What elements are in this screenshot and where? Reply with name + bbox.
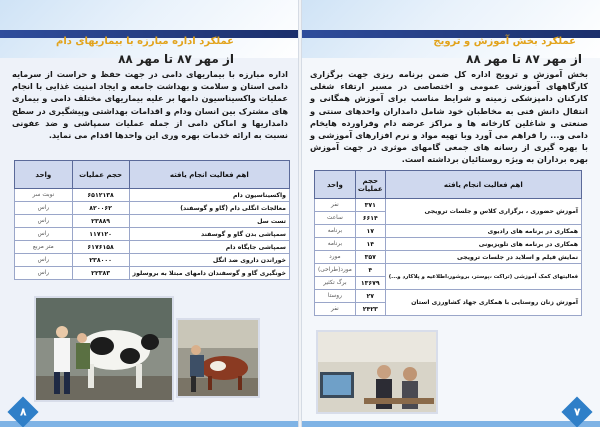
header-volume: حجم عملیات [355, 171, 385, 199]
period-subtitle: از مهر ۸۷ تا مهر ۸۸ [118, 52, 234, 66]
period-subtitle: از مهر ۸۷ تا مهر ۸۸ [466, 52, 582, 66]
header-strip [300, 0, 600, 58]
right-page [300, 0, 600, 427]
cell-unit: مورد(طراحی) [315, 264, 356, 277]
cell-activity: آموزش زنان روستایی با همکاری جهاد کشاورزی استان [385, 290, 581, 316]
cell-volume: ۱۳۶۷۹ [355, 277, 385, 290]
cell-unit: برگ تکثیر [315, 277, 356, 290]
table-row [315, 264, 582, 277]
cell-volume: ۶۶۱۴ [355, 212, 385, 225]
book-gutter [298, 0, 302, 427]
cell-unit: برنامه [315, 225, 356, 238]
cell-unit: ساعت [315, 212, 356, 225]
activity-table [314, 170, 582, 316]
activity-table [14, 160, 290, 280]
department-title: عملکرد اداره مبارزه با بیماریهای دام [55, 36, 234, 47]
table-row [315, 199, 582, 212]
table-row [315, 290, 582, 303]
cell-unit: راس [15, 254, 73, 267]
cell-activity: سمپاشی جایگاه دام [129, 241, 289, 254]
cell-volume: ۲۳۸۸۹ [72, 215, 129, 228]
cell-activity: تست سل [129, 215, 289, 228]
cell-unit: نفر [315, 303, 356, 316]
cell-activity: معالجات انگلی دام (گاو و گوسفند) [129, 202, 289, 215]
cell-volume: ۳۵۷ [355, 251, 385, 264]
table-row [315, 225, 582, 238]
table-row [315, 251, 582, 264]
cell-volume: ۲۷ [355, 290, 385, 303]
cell-unit: برنامه [315, 238, 356, 251]
page-number-text: ۷ [573, 405, 581, 418]
cell-unit: روستا [315, 290, 356, 303]
training-session-illustration [316, 332, 436, 414]
cell-unit: متر مربع [15, 241, 73, 254]
department-title: عملکرد بخش آموزش و ترویج [433, 36, 576, 47]
header-strip [0, 0, 300, 58]
cell-volume: ۲۴۲۳ [355, 303, 385, 316]
cell-activity: آموزش حضوری ، برگزاری کلاس و جلسات ترویجی [385, 199, 581, 225]
table-row [315, 238, 582, 251]
cell-unit: نوبت سر [15, 189, 73, 202]
intro-paragraph: اداره مبارزه با بیماریهای دامی در جهت حفظ و حراست از سرمایه دامی استان و سلامت و بهداشت جامعه و ایجاد امنیت غذایی با انجام عملیات واکسیناسیون دامها بر علیه بیماریهای مختلف دامی و بیماری های مشترک بین انسان ودام و اقدامات بهداشتی وپیشگیری در سطح دامداریها و اماکن دامی از جمله عملیات سمپاشی و ضد عفونی نسبت به ارائه خدمات بهره وری این واحدها اقدام می نماید. [12, 69, 288, 141]
cell-volume: ۲۲۳۸۳ [72, 267, 129, 280]
cell-volume: ۱۷ [355, 225, 385, 238]
page-number-text: ۸ [19, 405, 27, 418]
photo-training-session [316, 330, 438, 414]
cell-volume: ۴ [355, 264, 385, 277]
table-row [15, 215, 290, 228]
cell-unit: راس [15, 202, 73, 215]
table-row [15, 254, 290, 267]
footer-band [0, 421, 300, 427]
cell-unit: راس [15, 267, 73, 280]
cell-activity: خوراندن داروی ضد انگل [129, 254, 289, 267]
photo-calf-care [176, 318, 260, 398]
cell-unit: مورد [315, 251, 356, 264]
cell-volume: ۶۵۱۲۱۳۸ [72, 189, 129, 202]
table-header-row [15, 161, 290, 189]
cell-activity: فعالیتهای کمک آموزشی (تراکت ،پوستر، بروشور،اطلاعیه و پلاکارد و...) [385, 264, 581, 290]
cell-volume: ۶۱۷۶۱۵۸ [72, 241, 129, 254]
cell-activity: واکسیناسیون دام [129, 189, 289, 202]
header-activity: اهم فعالیت انجام یافته [385, 171, 581, 199]
calf-care-illustration [176, 320, 258, 398]
table-row [15, 189, 290, 202]
header-unit: واحد [315, 171, 356, 199]
intro-paragraph: بخش آموزش و ترویج اداره کل ضمن برنامه ریزی جهت برگزاری کارگاههای آموزشی عمومی و اختصاصی در مسیر ارتقاء شغلی کارکنان دامپزشکی زمینه و شرایط مناسب برای آموزش همگانی و انتقال دانش فنی به مخاطبان خود شامل دامداران واحدهای سنتی و صنعتی و شاغلین کارخانه ها و مراکز عرضه دام وفراورده هایخام دامی و... را فراهم می آورد وبا تهیه مواد و نرم افزارهای آموزشی و با بهره گیری از رسانه های جمعی گامهای موثری در جهت آموزش بهره برداران به ویژه روستائیان برداشته است. [310, 69, 588, 165]
cell-volume: ۳۷۱ [355, 199, 385, 212]
header-unit: واحد [15, 161, 73, 189]
table-row [15, 228, 290, 241]
cell-volume: ۸۲۰۰۶۲ [72, 202, 129, 215]
cell-activity: همکاری در برنامه های تلویزیونی [385, 238, 581, 251]
cell-unit: راس [15, 228, 73, 241]
cell-unit: نفر [315, 199, 356, 212]
table-row [15, 202, 290, 215]
header-activity: اهم فعالیت انجام یافته [129, 161, 289, 189]
cell-volume: ۲۳۸۰۰۰ [72, 254, 129, 267]
cell-activity: نمایش فیلم و اسلاید در جلسات ترویجی [385, 251, 581, 264]
cell-activity: همکاری در برنامه های رادیوی [385, 225, 581, 238]
cattle-injection-illustration [34, 298, 172, 402]
cell-volume: ۱۴ [355, 238, 385, 251]
photo-cattle-injection [34, 296, 174, 402]
cell-unit: راس [15, 215, 73, 228]
cell-volume: ۱۱۷۱۲۰ [72, 228, 129, 241]
cell-activity: خونگیری گاو و گوسفندان دامهای مبتلا به بروسلوز [129, 267, 289, 280]
table-row [15, 267, 290, 280]
footer-band [300, 421, 600, 427]
header-volume: حجم عملیات [72, 161, 129, 189]
table-row [15, 241, 290, 254]
cell-activity: سمپاشی بدن گاو و گوسفند [129, 228, 289, 241]
table-header-row [315, 171, 582, 199]
